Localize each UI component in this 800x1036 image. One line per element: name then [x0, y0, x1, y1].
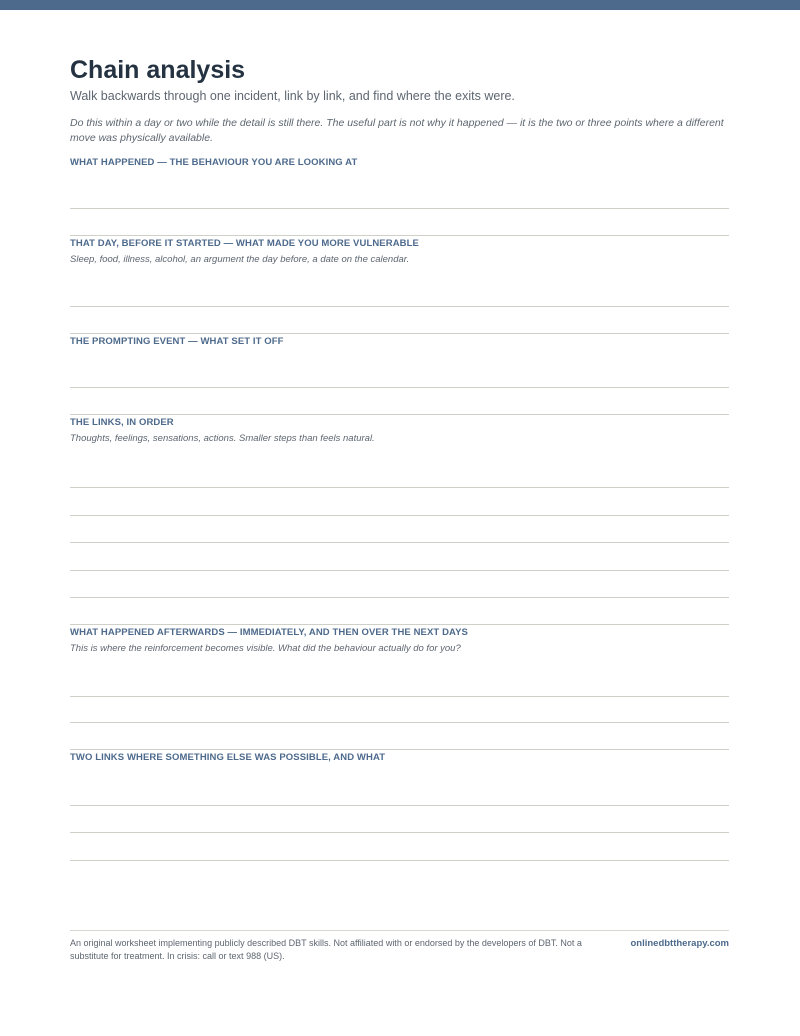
section-heading-alternatives: TWO LINKS WHERE SOMETHING ELSE WAS POSSIBLE, AND WHAT [70, 752, 386, 763]
section-heading-links: THE LINKS, IN ORDER [70, 417, 174, 428]
footer-disclaimer: An original worksheet implementing publicly described DBT skills. Not affiliated with or endorsed by the developers of DBT. Not a substitute for treatment. In crisis: call or text 988 (US). [70, 938, 582, 961]
writing-line[interactable] [70, 722, 729, 723]
writing-line[interactable] [70, 624, 729, 625]
writing-line[interactable] [70, 515, 729, 516]
instructions-text: Do this within a day or two while the detail is still there. The useful part is not why it happened — it is the two or three points where a different move was physically available. [70, 117, 724, 144]
writing-line[interactable] [70, 749, 729, 750]
writing-line[interactable] [70, 387, 729, 388]
footer-site-link[interactable]: onlinedbttherapy.com [630, 938, 729, 949]
writing-line[interactable] [70, 696, 729, 697]
writing-line[interactable] [70, 597, 729, 598]
writing-line[interactable] [70, 832, 729, 833]
writing-line[interactable] [70, 414, 729, 415]
footer-divider [70, 930, 729, 931]
writing-line[interactable] [70, 333, 729, 334]
section-hint-links: Thoughts, feelings, sensations, actions. Smaller steps than feels natural. [70, 433, 375, 444]
page-subtitle: Walk backwards through one incident, link by link, and find where the exits were. [70, 89, 515, 103]
writing-line[interactable] [70, 208, 729, 209]
section-heading-behaviour: WHAT HAPPENED — THE BEHAVIOUR YOU ARE LOOKING AT [70, 157, 358, 168]
writing-line[interactable] [70, 487, 729, 488]
writing-line[interactable] [70, 805, 729, 806]
section-heading-afterwards: WHAT HAPPENED AFTERWARDS — IMMEDIATELY, AND THEN OVER THE NEXT DAYS [70, 627, 468, 638]
writing-line[interactable] [70, 570, 729, 571]
writing-line[interactable] [70, 235, 729, 236]
writing-line[interactable] [70, 860, 729, 861]
top-accent-bar [0, 0, 800, 10]
section-heading-prompting-event: THE PROMPTING EVENT — WHAT SET IT OFF [70, 336, 284, 347]
section-hint-afterwards: This is where the reinforcement becomes visible. What did the behaviour actually do for you? [70, 643, 461, 654]
section-heading-vulnerability: THAT DAY, BEFORE IT STARTED — WHAT MADE YOU MORE VULNERABLE [70, 238, 419, 249]
page-title: Chain analysis [70, 56, 246, 84]
writing-line[interactable] [70, 306, 729, 307]
writing-line[interactable] [70, 542, 729, 543]
section-hint-vulnerability: Sleep, food, illness, alcohol, an argument the day before, a date on the calendar. [70, 254, 410, 265]
